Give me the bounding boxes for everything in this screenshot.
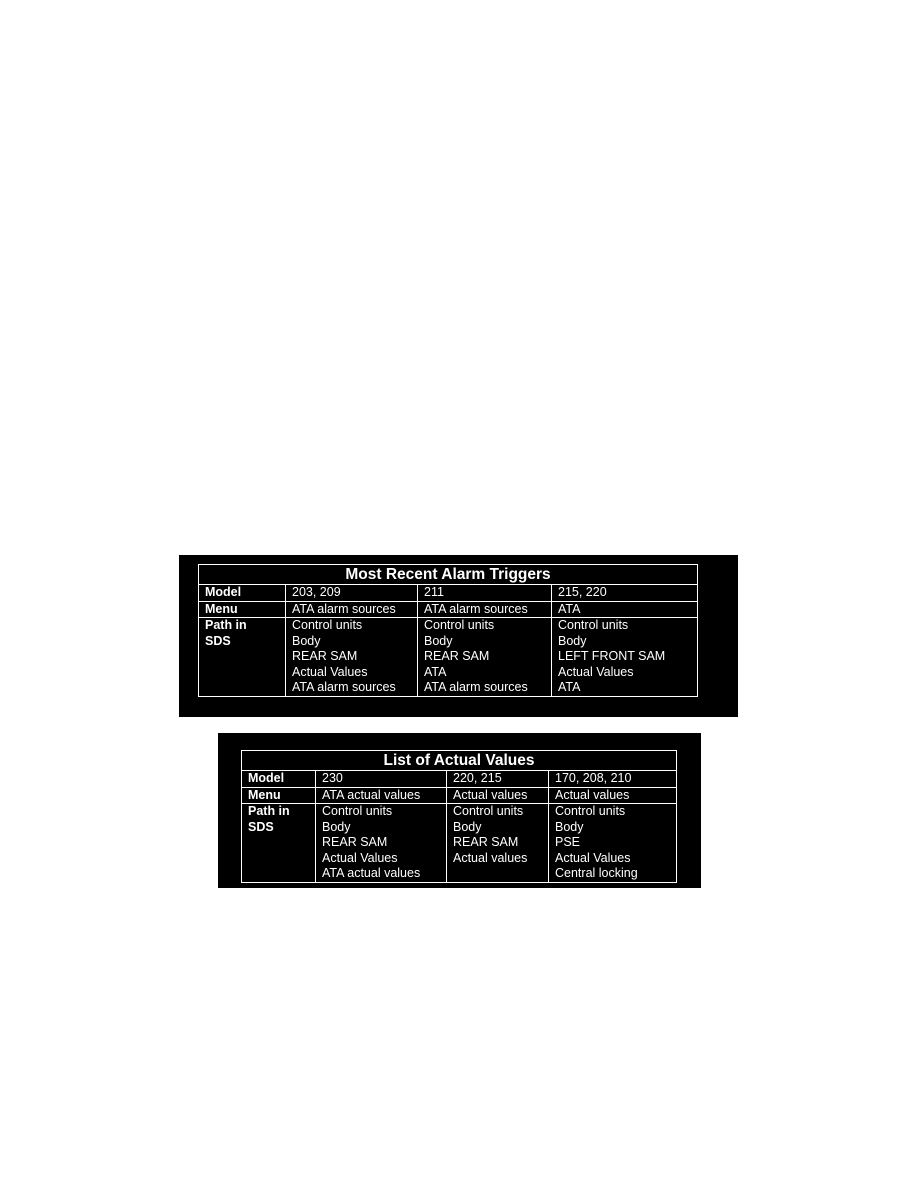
path-label-line: Path in	[205, 618, 247, 632]
path-row	[199, 618, 698, 697]
path-step: Actual Values	[292, 664, 368, 679]
menu-label: Menu	[242, 787, 316, 804]
path-cell	[552, 618, 698, 697]
model-cell: 170, 208, 210	[549, 771, 677, 788]
path-step: Actual Values	[322, 850, 398, 865]
path-row	[242, 804, 677, 883]
model-label: Model	[199, 585, 286, 602]
path-step: Control units	[424, 618, 495, 632]
model-cell: 230	[316, 771, 447, 788]
path-step: ATA alarm sources	[424, 680, 528, 694]
path-step: ATA actual values	[322, 866, 421, 880]
path-cell	[549, 804, 677, 883]
path-step: REAR SAM	[322, 835, 388, 849]
path-step: REAR SAM	[453, 835, 519, 849]
path-step: Body	[555, 819, 584, 834]
model-row	[242, 771, 677, 788]
path-cell	[418, 618, 552, 697]
path-label	[242, 804, 316, 883]
table-title: Most Recent Alarm Triggers	[199, 565, 698, 585]
table-title-row	[199, 565, 698, 585]
path-step: Actual values	[453, 850, 528, 865]
menu-cell: ATA alarm sources	[418, 601, 552, 618]
path-cell	[286, 618, 418, 697]
path-step: Control units	[322, 804, 393, 818]
actual-values-table	[241, 750, 677, 883]
model-cell: 215, 220	[552, 585, 698, 602]
path-step: Actual Values	[558, 664, 634, 679]
table-title-row	[242, 751, 677, 771]
menu-cell: Actual values	[447, 787, 549, 804]
path-step: REAR SAM	[424, 649, 490, 663]
path-step: ATA	[558, 680, 581, 694]
path-step: Control units	[453, 804, 524, 818]
path-step: PSE	[555, 835, 581, 849]
menu-row	[199, 601, 698, 618]
path-step: Body	[453, 819, 482, 834]
path-step: Body	[322, 819, 351, 834]
path-step: LEFT FRONT SAM	[558, 649, 666, 663]
actual-values-panel	[218, 733, 701, 888]
menu-row	[242, 787, 677, 804]
model-cell: 211	[418, 585, 552, 602]
path-step: REAR SAM	[292, 649, 358, 663]
path-step: Body	[292, 633, 321, 648]
menu-cell: ATA	[552, 601, 698, 618]
path-label-line: Path in	[248, 804, 290, 818]
model-cell: 203, 209	[286, 585, 418, 602]
menu-cell: ATA alarm sources	[286, 601, 418, 618]
table-title: List of Actual Values	[242, 751, 677, 771]
path-label	[199, 618, 286, 697]
path-step: Central locking	[555, 866, 638, 880]
model-row	[199, 585, 698, 602]
path-step: Body	[558, 633, 587, 648]
menu-label: Menu	[199, 601, 286, 618]
path-step: Control units	[292, 618, 363, 632]
path-step: Control units	[555, 804, 626, 818]
path-cell	[316, 804, 447, 883]
model-label: Model	[242, 771, 316, 788]
alarm-triggers-panel	[179, 555, 738, 717]
model-cell: 220, 215	[447, 771, 549, 788]
path-step: ATA alarm sources	[292, 680, 396, 694]
path-label-line: SDS	[248, 819, 274, 834]
path-step: Control units	[558, 618, 629, 632]
menu-cell: ATA actual values	[316, 787, 447, 804]
path-step: ATA	[424, 664, 447, 679]
path-cell	[447, 804, 549, 883]
path-step: Actual Values	[555, 850, 631, 865]
path-label-line: SDS	[205, 633, 231, 648]
path-step: Body	[424, 633, 453, 648]
menu-cell: Actual values	[549, 787, 677, 804]
alarm-triggers-table	[198, 564, 698, 697]
